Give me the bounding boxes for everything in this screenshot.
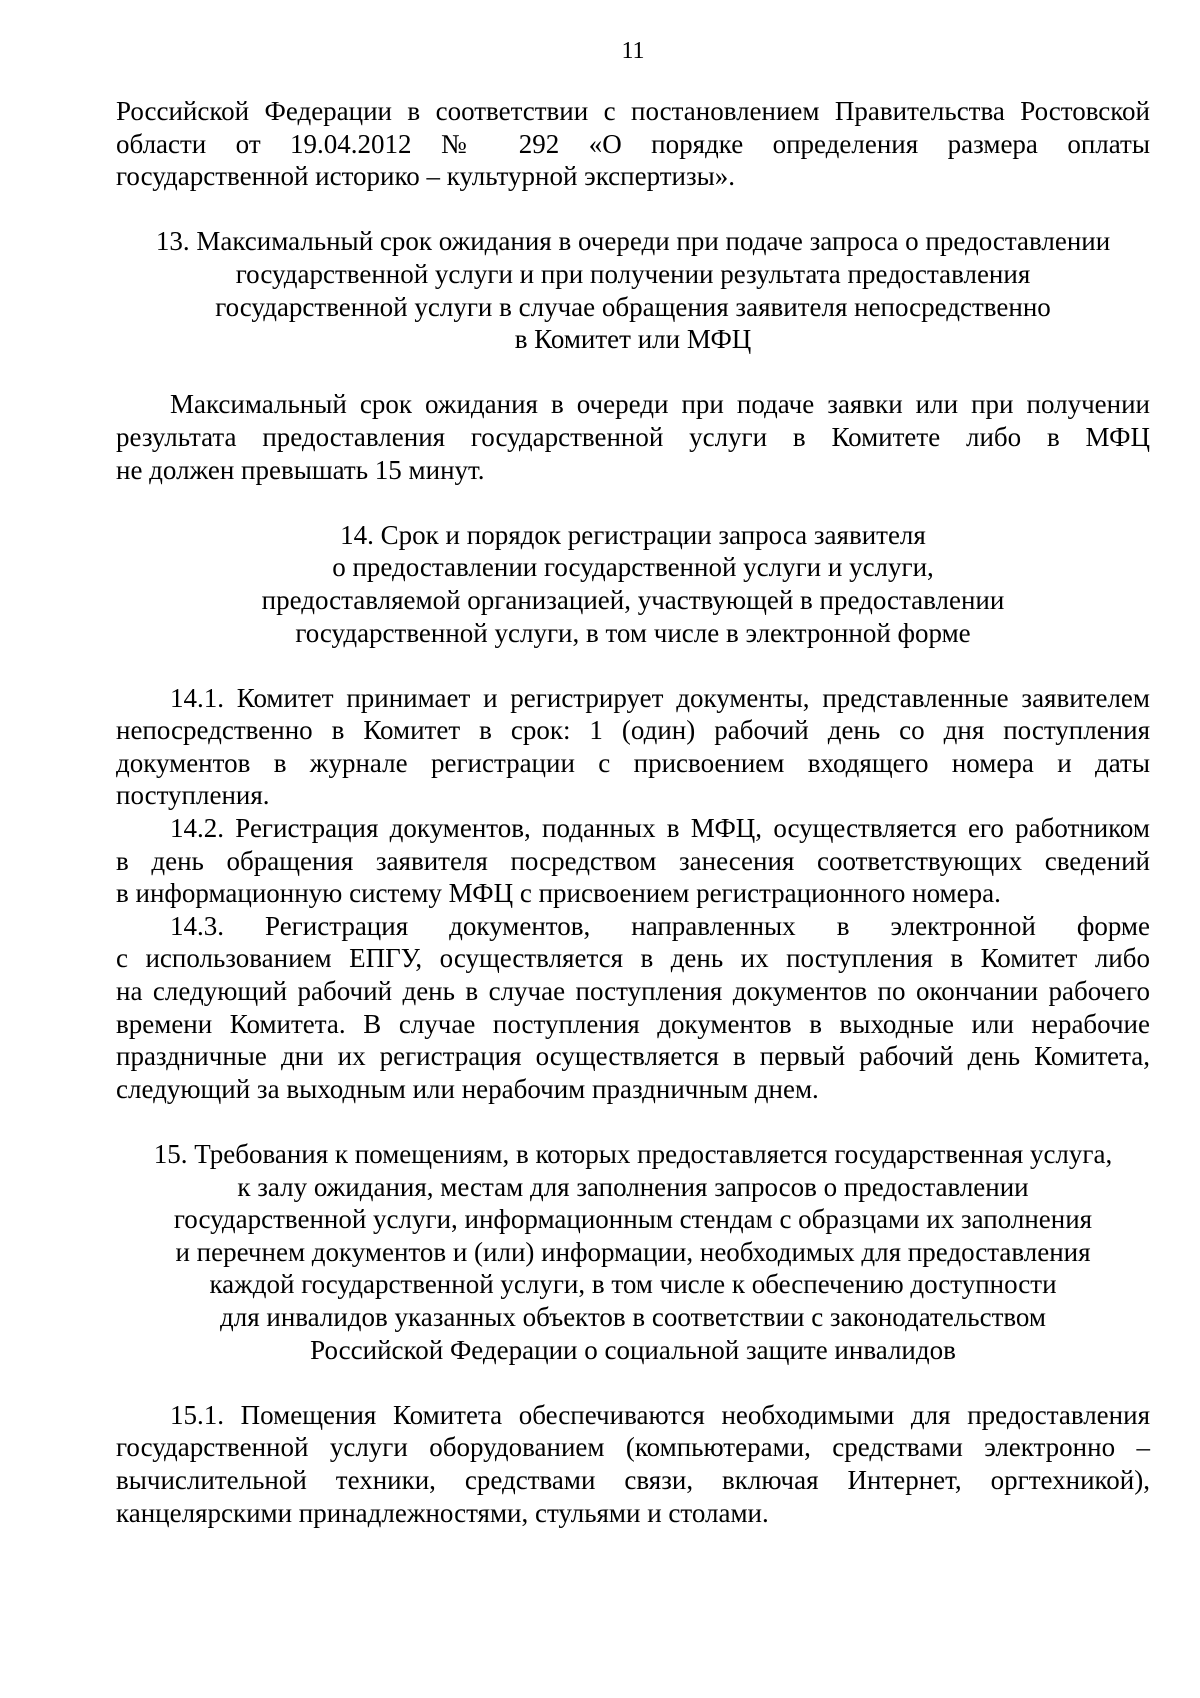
heading-line: каждой государственной услуги, в том числе к обеспечению доступности	[209, 1269, 1057, 1300]
heading-line: о предоставлении государственной услуги и услуги,	[332, 552, 934, 583]
text-line: поступления.	[116, 780, 270, 811]
text-line: канцелярскими принадлежностями, стульями и столами.	[116, 1497, 769, 1528]
text-line: на следующий рабочий день в случае поступления документов по окончании рабочего	[116, 976, 1150, 1007]
text-line: времени Комитета. В случае поступления документов в выходные или нерабочие	[116, 1008, 1150, 1039]
paragraph-13	[116, 388, 1150, 486]
text-line: непосредственно в Комитет в срок: 1 (один) рабочий день со дня поступления	[116, 715, 1150, 746]
text-line: Максимальный срок ожидания в очереди при подаче заявки или при получении	[170, 389, 1150, 420]
text-line: государственной услуги оборудованием (компьютерами, средствами электронно –	[116, 1432, 1150, 1463]
text-line: результата предоставления государственной услуги в Комитете либо в МФЦ	[116, 421, 1150, 452]
text-line: 14.2. Регистрация документов, поданных в МФЦ, осуществляется его работником	[170, 813, 1150, 844]
text-line: в информационную систему МФЦ с присвоением регистрационного номера.	[116, 878, 1001, 909]
heading-line: 13. Максимальный срок ожидания в очереди при подаче запроса о предоставлении	[155, 226, 1111, 257]
document-body	[116, 95, 1150, 1529]
heading-line: государственной услуги в случае обращения заявителя непосредственно	[215, 291, 1051, 322]
text-line: Российской Федерации в соответствии с постановлением Правительства Ростовской	[116, 96, 1150, 126]
document-page	[116, 0, 1150, 1698]
text-line: документов в журнале регистрации с присвоением входящего номера и даты	[116, 747, 1150, 778]
text-line: 14.3. Регистрация документов, направленных в электронной форме	[170, 910, 1150, 941]
heading-line: в Комитет или МФЦ	[514, 324, 752, 355]
paragraph-14-2	[116, 812, 1150, 910]
text-line: с использованием ЕПГУ, осуществляется в день их поступления в Комитет либо	[116, 943, 1150, 974]
text-line: вычислительной техники, средствами связи, включая Интернет, оргтехникой),	[116, 1464, 1150, 1495]
heading-line: и перечнем документов и (или) информации, необходимых для предоставления	[175, 1236, 1091, 1267]
text-line: 15.1. Помещения Комитета обеспечиваются необходимыми для предоставления	[170, 1399, 1150, 1430]
paragraph-intro	[116, 95, 1150, 193]
text-line: 14.1. Комитет принимает и регистрирует документы, представленные заявителем	[170, 682, 1150, 713]
text-line: не должен превышать 15 минут.	[116, 454, 485, 485]
heading-line: государственной услуги, в том числе в электронной форме	[295, 617, 971, 648]
text-line: в день обращения заявителя посредством занесения соответствующих сведений	[116, 845, 1150, 876]
paragraph-14-1	[116, 682, 1150, 812]
page-number: 11	[621, 38, 645, 64]
heading-line: Российской Федерации о социальной защите инвалидов	[310, 1334, 956, 1365]
section-heading-14	[116, 519, 1150, 649]
heading-line: 15. Требования к помещениям, в которых предоставляется государственная услуга,	[153, 1139, 1113, 1169]
section-heading-15	[116, 1138, 1150, 1366]
heading-line: государственной услуги, информационным стендам с образцами их заполнения	[173, 1204, 1093, 1235]
section-heading-13	[116, 225, 1150, 355]
text-line: праздничные дни их регистрация осуществляется в первый рабочий день Комитета,	[116, 1041, 1150, 1072]
heading-line: к залу ожидания, местам для заполнения запросов о предоставлении	[237, 1171, 1029, 1202]
text-line: области от 19.04.2012 № 292 «О порядке определения размера оплаты	[116, 128, 1150, 159]
text-line: государственной историко – культурной экспертизы».	[116, 161, 736, 192]
heading-line: предоставляемой организацией, участвующей в предоставлении	[261, 584, 1005, 615]
heading-line: для инвалидов указанных объектов в соответствии с законодательством	[219, 1301, 1047, 1332]
paragraph-14-3	[116, 910, 1150, 1106]
heading-line: 14. Срок и порядок регистрации запроса заявителя	[340, 519, 926, 550]
paragraph-15-1	[116, 1399, 1150, 1529]
heading-line: государственной услуги и при получении результата предоставления	[235, 258, 1031, 289]
text-line: следующий за выходным или нерабочим праздничным днем.	[116, 1073, 819, 1104]
